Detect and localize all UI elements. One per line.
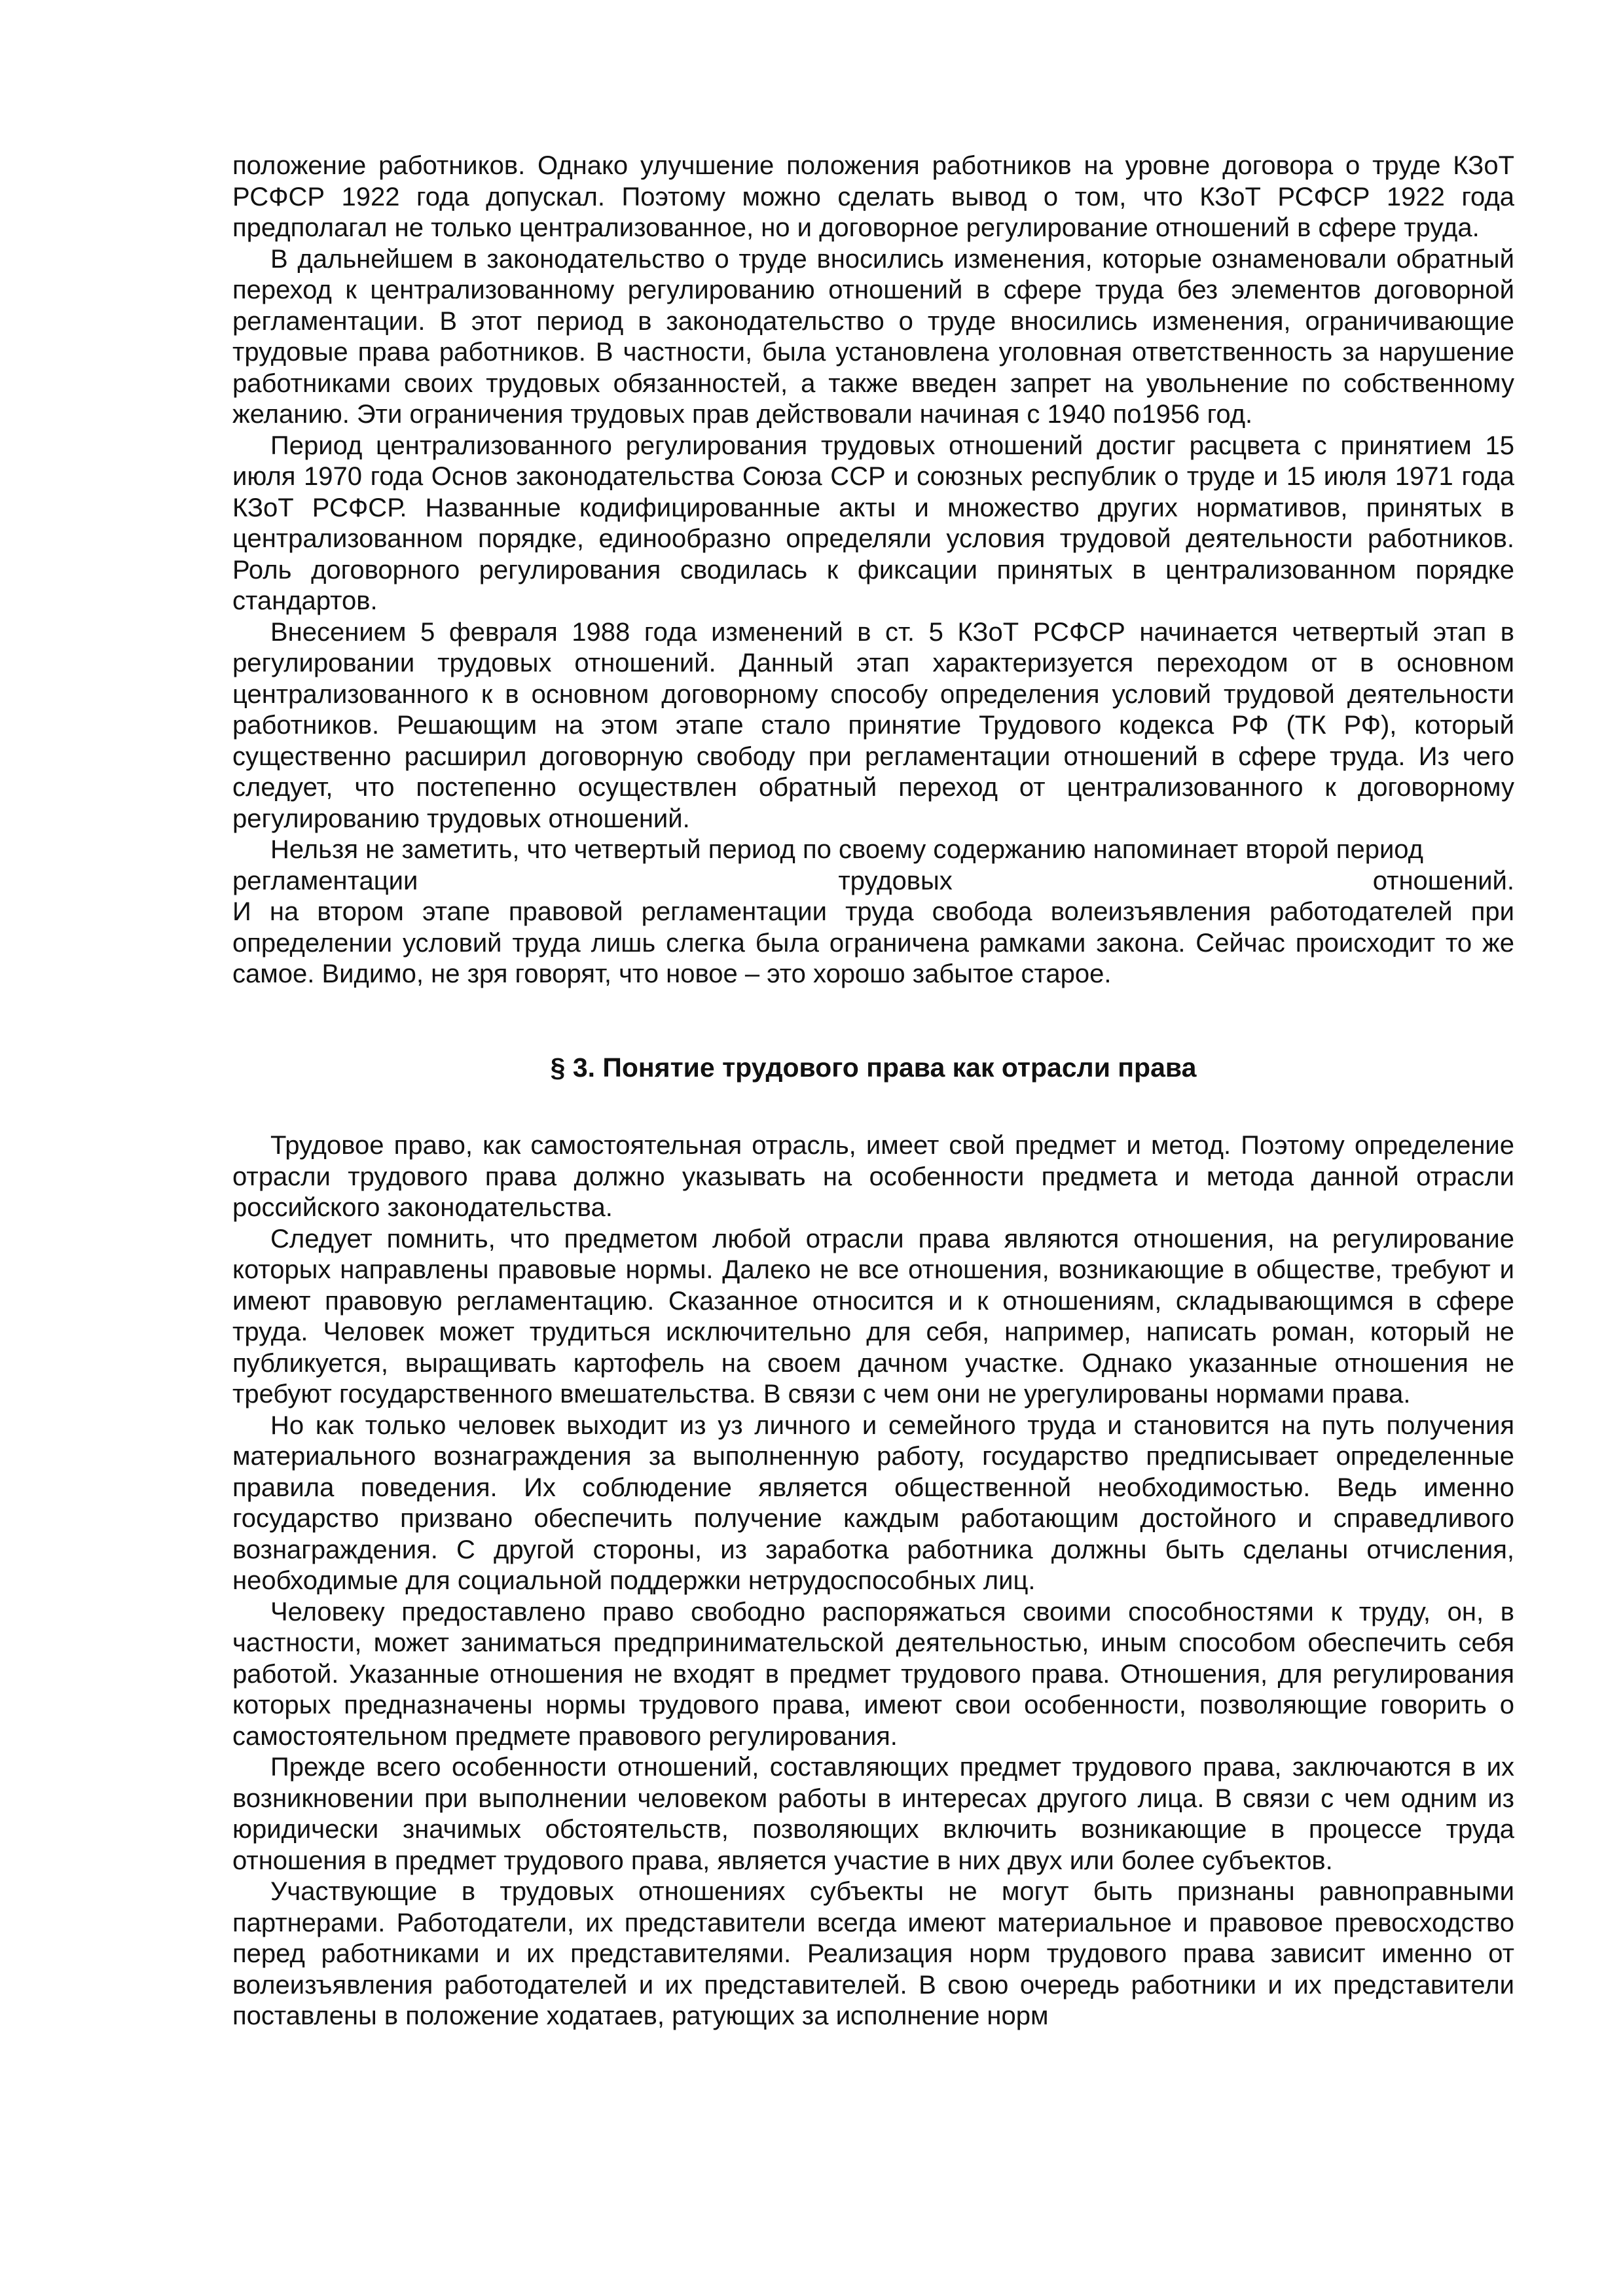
paragraph-9: Человеку предоставлено право свободно распоряжаться своими способностями к труду, он, в частности, может заниматься предпринимательской деятельностью, иным способом обеспечить себя работой. Указанные отношения не входят в предмет трудового права. Отношения, для регулирования которых предназначены нормы трудового права, имеют свои особенности, позволяющие говорить о самостоятельном предмете правового регулирования. xyxy=(232,1597,1514,1751)
paragraph-1: положение работников. Однако улучшение положения работников на уровне договора о труде КЗоТ РСФСР 1922 года допускал. Поэтому можно сделать вывод о том, что КЗоТ РСФСР 1922 года предполагал не только централизованное, но и договорное регулирование отношений в сфере труда. xyxy=(232,151,1514,242)
section-heading: § 3. Понятие трудового права как отрасли права xyxy=(550,1052,1197,1083)
paragraph-11: Участвующие в трудовых отношениях субъекты не могут быть признаны равноправными партнерами. Работодатели, их представители всегда имеют материальное и правовое превосходство перед работниками и их представителями. Реализация норм трудового права зависит именно от волеизъявления работодателей и их представителей. В свою очередь работники и их представители поставлены в положение ходатаев, ратующих за исполнение норм xyxy=(232,1877,1514,2030)
paragraph-6: Трудовое право, как самостоятельная отрасль, имеет свой предмет и метод. Поэтому определение отрасли трудового права должно указывать на особенности предмета и метода данной отрасли российского законодательства. xyxy=(232,1131,1514,1222)
paragraph-3: Период централизованного регулирования трудовых отношений достиг расцвета с принятием 15 июля 1970 года Основ законодательства Союза ССР и союзных республик о труде и 15 июля 1971 года КЗоТ РСФСР. Названные кодифицированные акты и множество других нормативов, принятых в централизованном порядке, единообразно определяли условия трудовой деятельности работников. Роль договорного регулирования сводилась к фиксации принятых в централизованном порядке стандартов. xyxy=(232,431,1514,615)
paragraph-8: Но как только человек выходит из уз личного и семейного труда и становится на путь получения материального вознаграждения за выполненную работу, государство предписывает определенные правила поведения. Их соблюдение является общественной необходимостью. Ведь именно государство призвано обеспечить получение каждым работающим достойного и справедливого вознаграждения. С другой стороны, из заработка работника должны быть сделаны отчисления, необходимые для социальной поддержки нетрудоспособных лиц. xyxy=(232,1410,1514,1595)
stretched-word-2: трудовых xyxy=(838,866,953,895)
paragraph-4: Внесением 5 февраля 1988 года изменений в ст. 5 КЗоТ РСФСР начинается четвертый этап в регулировании трудовых отношений. Данный этап характеризуется переходом от в основном централизованного к в основном договорному способу определения условий трудовой деятельности работников. Решающим на этом этапе стало принятие Трудового кодекса РФ (ТК РФ), который существенно расширил договорную свободу при регламентации отношений в сфере труда. Из чего следует, что постепенно осуществлен обратный переход от централизованного к договорному регулированию трудовых отношений. xyxy=(232,617,1514,833)
paragraph-5-continuation: И на втором этапе правовой регламентации труда свобода волеизъявления работодателей при определении условий труда лишь слегка была ограничена рамками закона. Сейчас происходит то же самое. Видимо, не зря говорят, что новое – это хорошо забытое старое. xyxy=(232,897,1514,988)
stretched-word-1: регламентации xyxy=(232,866,418,895)
paragraph-10: Прежде всего особенности отношений, составляющих предмет трудового права, заключаются в их возникновении при выполнении человеком работы в интересах другого лица. В связи с чем одним из юридически значимых обстоятельств, позволяющих включить возникающие в процессе труда отношения в предмет трудового права, является участие в них двух или более субъектов. xyxy=(232,1753,1514,1875)
paragraph-5-first-line: Нельзя не заметить, что четвертый период по своему содержанию напоминает второй период xyxy=(270,835,1423,864)
document-page xyxy=(232,151,1514,2032)
paragraph-5-stretched-line xyxy=(232,866,1514,897)
paragraph-2: В дальнейшем в законодательство о труде вносились изменения, которые ознаменовали обратный переход к централизованному регулированию отношений в сфере труда без элементов договорной регламентации. В этот период в законодательство о труде вносились изменения, ограничивающие трудовые права работников. В частности, была установлена уголовная ответственность за нарушение работниками своих трудовых обязанностей, а также введен запрет на увольнение по собственному желанию. Эти ограничения трудовых прав действовали начиная с 1940 по1956 год. xyxy=(232,244,1514,429)
paragraph-7: Следует помнить, что предметом любой отрасли права являются отношения, на регулирование которых направлены правовые нормы. Далеко не все отношения, возникающие в обществе, требуют и имеют правовую регламентацию. Сказанное относится и к отношениям, складывающимся в сфере труда. Человек может трудиться исключительно для себя, например, написать роман, который не публикуется, выращивать картофель на своем дачном участке. Однако указанные отношения не требуют государственного вмешательства. В связи с чем они не урегулированы нормами права. xyxy=(232,1224,1514,1408)
stretched-word-3: отношений. xyxy=(1372,866,1514,895)
